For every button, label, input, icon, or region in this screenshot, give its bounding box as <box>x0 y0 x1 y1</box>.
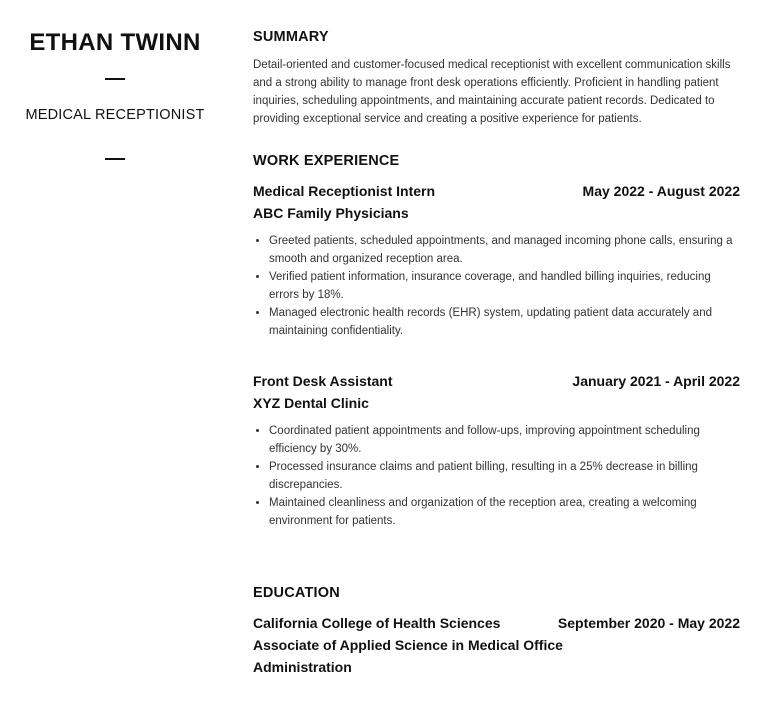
education-entry <box>253 612 740 678</box>
summary-text: Detail-oriented and customer-focused medical receptionist with excellent communication skills and a strong ability to manage front desk operations efficiently. Proficient in handling patient inquiries, scheduling appointments, and maintaining accurate patient records. Dedicated to providing exceptional service and creating a positive experience for patients. <box>253 59 731 125</box>
list-item: • Verified patient information, insurance coverage, and handled billing inquiries, reducing errors by 18%. <box>269 268 740 304</box>
degree-name: Associate of Applied Science in Medical Office Administration <box>253 637 563 675</box>
job-bullets <box>253 422 740 530</box>
job-entry <box>253 180 740 340</box>
job-bullets <box>253 232 740 340</box>
job-dates: May 2022 - August 2022 <box>582 183 740 199</box>
list-item: • Processed insurance claims and patient billing, resulting in a 25% decrease in billing discrepancies. <box>269 458 740 494</box>
list-item: • Greeted patients, scheduled appointments, and managed incoming phone calls, ensuring a smooth and organized reception area. <box>269 232 740 268</box>
list-item: • Managed electronic health records (EHR) system, updating patient data accurately and maintaining confidentiality. <box>269 304 740 340</box>
job-position: Medical Receptionist Intern <box>253 183 436 199</box>
job-header <box>253 370 740 392</box>
job-entry <box>253 370 740 530</box>
job-company: ABC Family Physicians <box>253 205 409 221</box>
education-header <box>253 612 740 634</box>
job-dates: January 2021 - April 2022 <box>572 373 740 389</box>
education-dates: September 2020 - May 2022 <box>557 615 740 631</box>
main-content <box>253 28 740 678</box>
work-experience-heading: WORK EXPERIENCE <box>253 153 400 169</box>
summary-section <box>253 28 740 128</box>
list-item: • Maintained cleanliness and organization of the reception area, creating a welcoming environment for patients. <box>269 494 740 530</box>
job-header <box>253 180 740 202</box>
name-divider <box>105 78 125 80</box>
candidate-name: ETHAN TWINN <box>29 29 201 56</box>
job-position: Front Desk Assistant <box>253 373 393 389</box>
school-name: California College of Health Sciences <box>253 615 501 631</box>
education-heading: EDUCATION <box>253 585 340 601</box>
education-section <box>253 584 740 678</box>
job-company: XYZ Dental Clinic <box>253 395 369 411</box>
work-experience-section <box>253 152 740 530</box>
sidebar <box>20 28 210 160</box>
job-title: MEDICAL RECEPTIONIST <box>25 107 205 123</box>
title-divider <box>105 158 125 160</box>
list-item: • Coordinated patient appointments and follow-ups, improving appointment scheduling efficiency by 30%. <box>269 422 740 458</box>
summary-heading: SUMMARY <box>253 29 329 45</box>
